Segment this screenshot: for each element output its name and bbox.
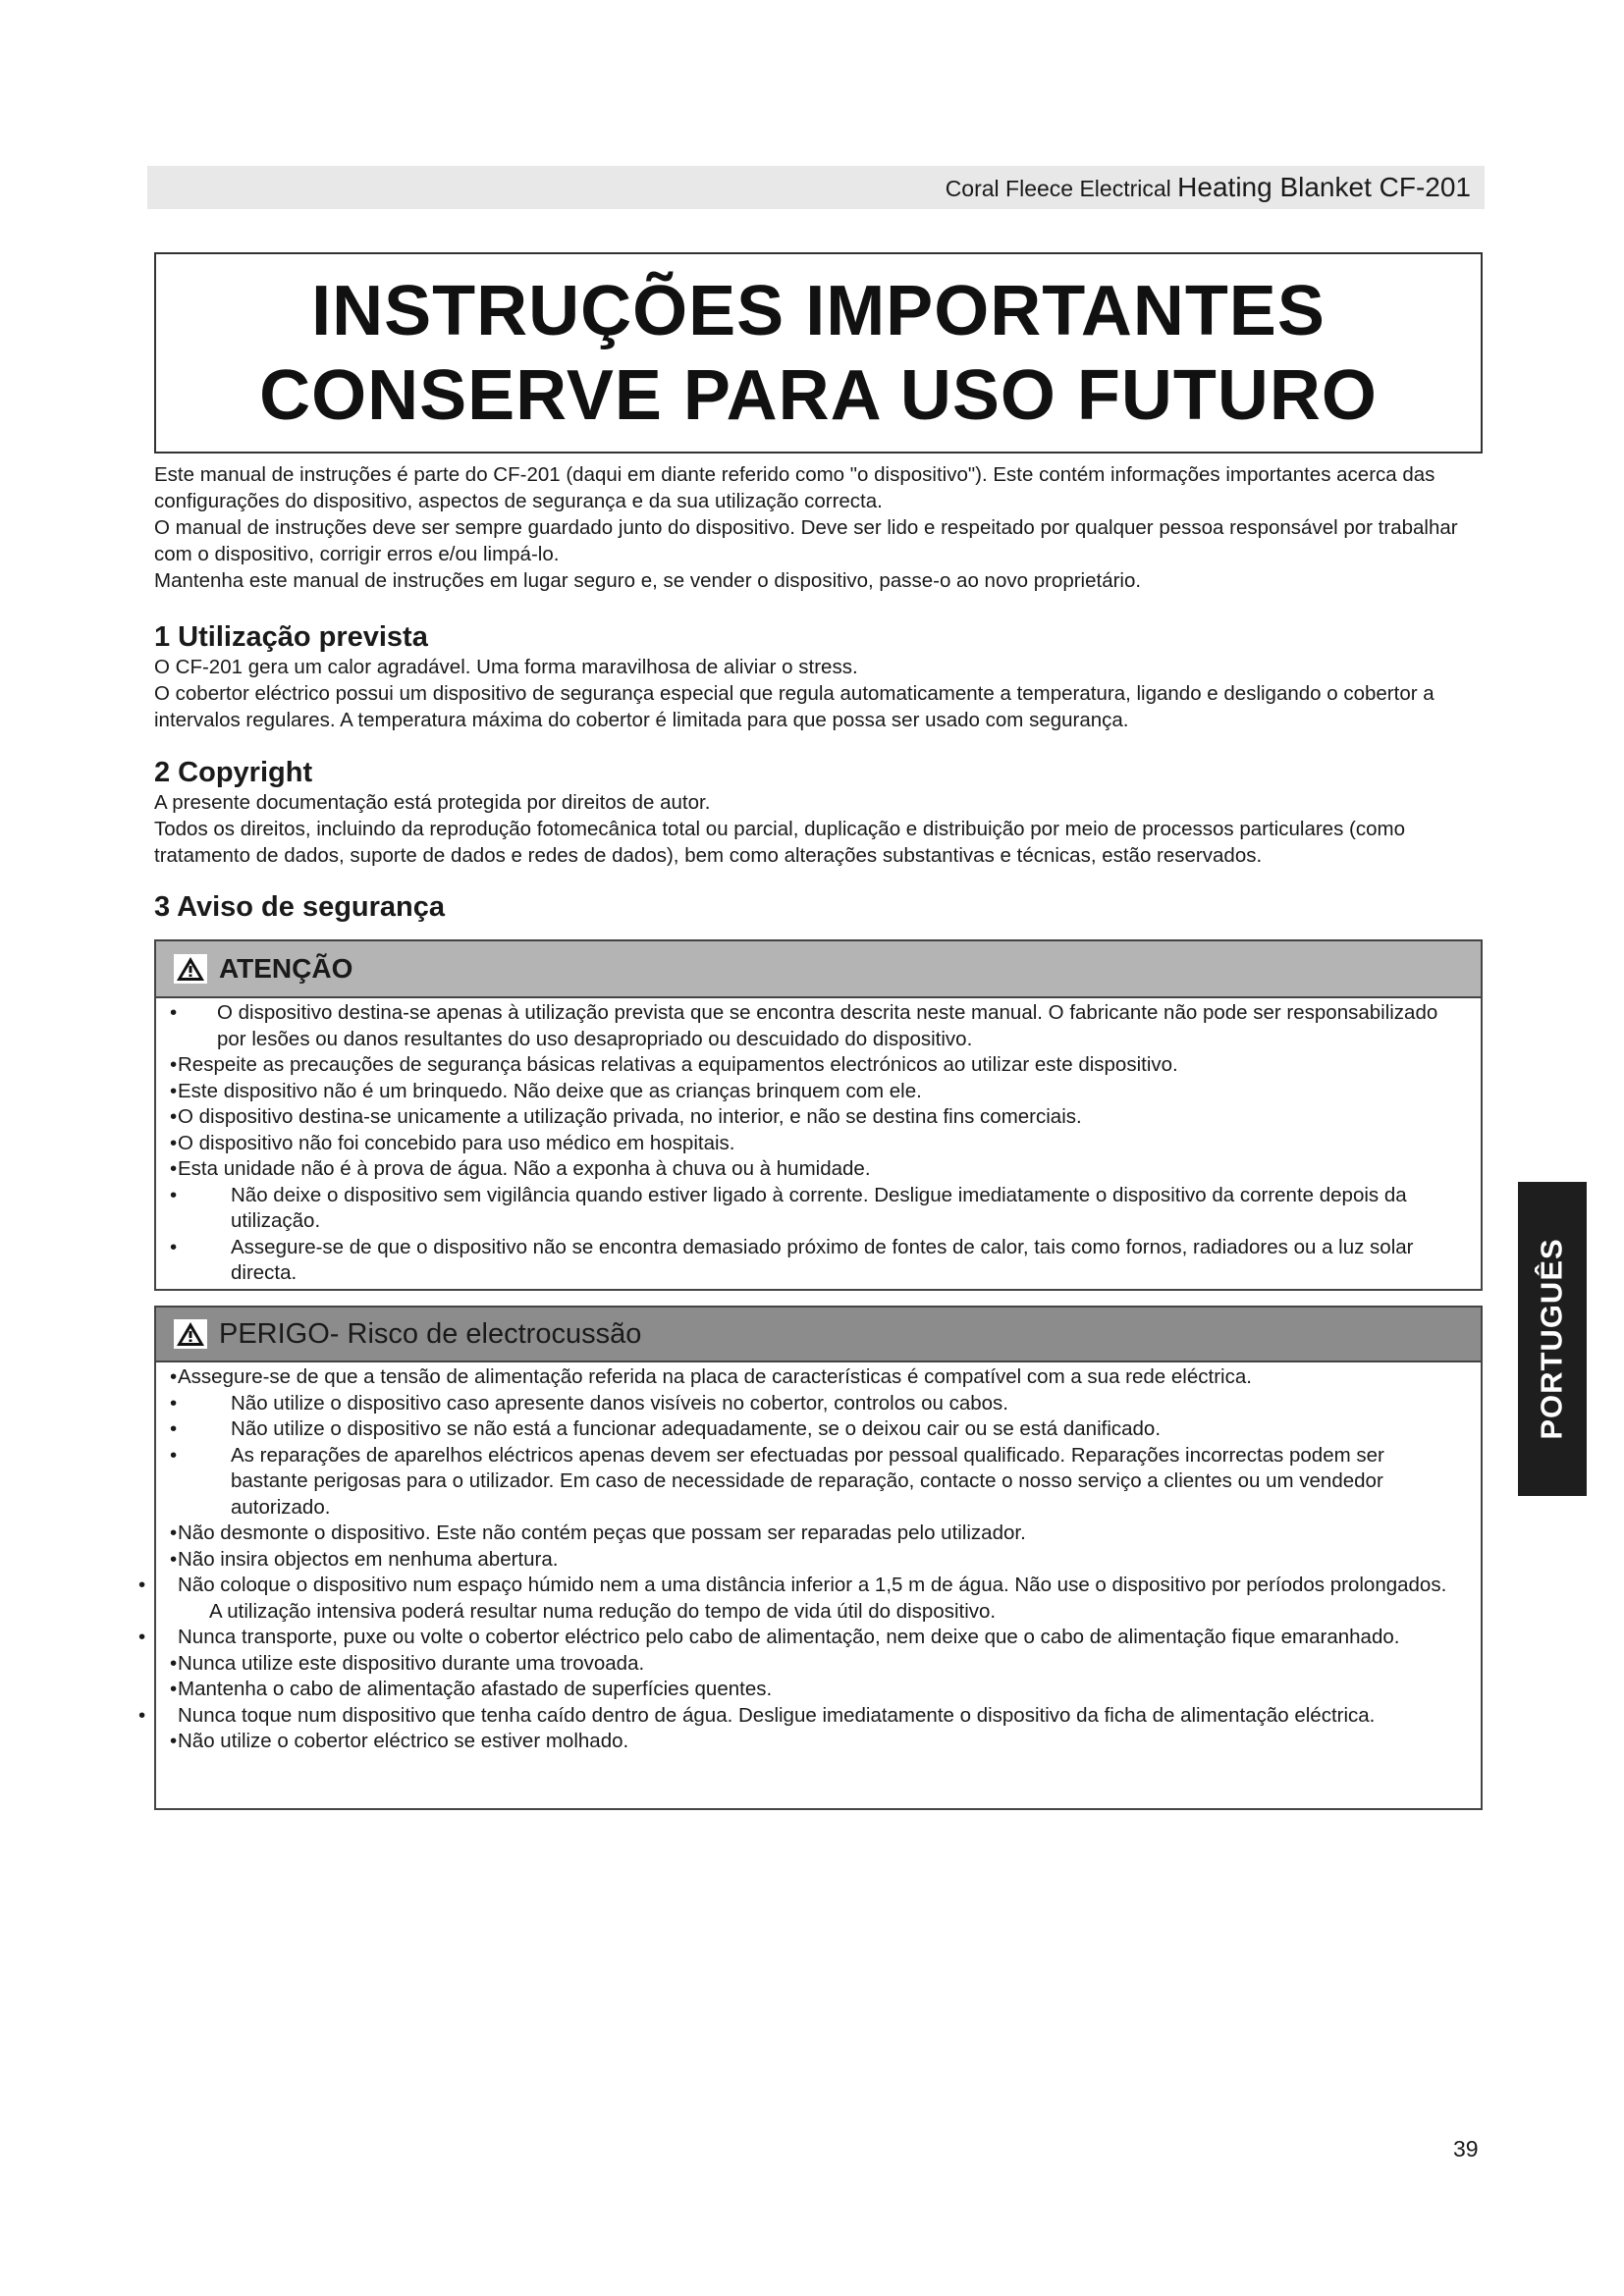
section-safety [154,890,1489,924]
list-item: • Este dispositivo não é um brinquedo. Não deixe que as crianças brinquem com ele. [156,1079,1481,1105]
list-item: • Não deixe o dispositivo sem vigilância quando estiver ligado à corrente. Desligue imediatamente o dispositivo da corrente depois da utilização. [156,1183,1481,1235]
list-item: • Não desmonte o dispositivo. Este não contém peças que possam ser reparadas pelo utilizador. [156,1521,1481,1547]
title-line-1: INSTRUÇÕES IMPORTANTES [311,271,1326,350]
attention-box [154,939,1483,1291]
section-paragraph: A presente documentação está protegida por direitos de autor. [154,791,711,814]
list-item: • Não utilize o cobertor eléctrico se estiver molhado. [156,1729,1481,1755]
list-item: • Nunca transporte, puxe ou volte o cobertor eléctrico pelo cabo de alimentação, nem deixe que o cabo de alimentação fique emaranhado. [156,1625,1481,1651]
list-item: • Não utilize o dispositivo se não está a funcionar adequadamente, se o deixou cair ou se está danificado. [156,1416,1481,1443]
list-item: • Não coloque o dispositivo num espaço húmido nem a uma distância inferior a 1,5 m de água. Não use o dispositivo por períodos prolongados. A utilização intensiva poderá resultar numa redução do tempo de vida útil do dispositivo. [156,1573,1481,1625]
list-item: • Nunca utilize este dispositivo durante uma trovoada. [156,1651,1481,1678]
section-heading: 1 Utilização prevista [154,621,428,653]
list-item: • O dispositivo destina-se unicamente a utilização privada, no interior, e não se destina fins comerciais. [156,1104,1481,1131]
danger-title: PERIGO- Risco de electrocussão [219,1317,642,1350]
attention-title: ATENÇÃO [219,953,353,984]
section-paragraph: Todos os direitos, incluindo da reprodução fotomecânica total ou parcial, duplicação e distribuição por meio de processos particulares (como tratamento de dados, suporte de dados e redes de dados), bem como alterações substantivas e técnicas, estão reservados. [154,818,1405,867]
danger-header [156,1308,1481,1362]
attention-header [156,941,1481,998]
list-item: • Respeite as precauções de segurança básicas relativas a equipamentos electrónicos ao utilizar este dispositivo. [156,1052,1481,1079]
warning-triangle-icon [174,1319,207,1349]
intro-paragraph: Este manual de instruções é parte do CF-201 (daqui em diante referido como "o dispositivo"). Este contém informações importantes acerca das configurações do dispositivo, aspectos de segurança e da sua utilização correcta. [154,463,1435,512]
warning-triangle-icon [174,954,207,984]
section-heading: 3 Aviso de segurança [154,891,446,923]
header-small-text: Coral Fleece Electrical [945,176,1171,201]
list-item: • O dispositivo destina-se apenas à utilização prevista que se encontra descrita neste manual. O fabricante não pode ser responsabilizado por lesões ou danos resultantes do uso desapropriado ou descuidado do dispositivo. [156,1000,1481,1052]
intro-paragraph: O manual de instruções deve ser sempre guardado junto do dispositivo. Deve ser lido e respeitado por qualquer pessoa responsável por trabalhar com o dispositivo, corrigir erros e/ou limpá-lo. [154,516,1458,565]
list-item: • Nunca toque num dispositivo que tenha caído dentro de água. Desligue imediatamente o dispositivo da ficha de alimentação eléctrica. [156,1703,1481,1730]
intro-paragraph: Mantenha este manual de instruções em lugar seguro e, se vender o dispositivo, passe-o ao novo proprietário. [154,569,1142,592]
danger-list [156,1362,1481,1755]
list-item: • Assegure-se de que a tensão de alimentação referida na placa de características é compatível com a sua rede eléctrica. [156,1364,1481,1391]
title-line-2: CONSERVE PARA USO FUTURO [259,355,1378,435]
section-paragraph: O cobertor eléctrico possui um dispositivo de segurança especial que regula automaticamente a temperatura, ligando e desligando o cobertor a intervalos regulares. A temperatura máxima do cobertor é limitada para que possa ser usado com segurança. [154,682,1435,731]
list-item: • O dispositivo não foi concebido para uso médico em hospitais. [156,1131,1481,1157]
section-heading: 2 Copyright [154,757,313,788]
danger-box [154,1306,1483,1810]
section-intended-use [154,620,1489,733]
language-tab-label: PORTUGUÊS [1535,1238,1570,1440]
list-item: • Assegure-se de que o dispositivo não se encontra demasiado próximo de fontes de calor, tais como fornos, radiadores ou a luz solar directa. [156,1235,1481,1287]
list-item: • Mantenha o cabo de alimentação afastado de superfícies quentes. [156,1677,1481,1703]
running-header [147,166,1485,209]
page-number: 39 [1453,2136,1479,2162]
language-tab [1518,1182,1587,1496]
intro-text [154,461,1489,594]
section-paragraph: O CF-201 gera um calor agradável. Uma forma maravilhosa de aliviar o stress. [154,656,858,678]
attention-list [156,998,1481,1287]
section-copyright [154,756,1489,869]
list-item: • Não insira objectos em nenhuma abertura. [156,1547,1481,1574]
list-item: • Não utilize o dispositivo caso apresente danos visíveis no cobertor, controlos ou cabos. [156,1391,1481,1417]
header-product-name: Heating Blanket CF-201 [1177,172,1471,202]
title-box [154,252,1483,454]
list-item: • Esta unidade não é à prova de água. Não a exponha à chuva ou à humidade. [156,1156,1481,1183]
list-item: • As reparações de aparelhos eléctricos apenas devem ser efectuadas por pessoal qualificado. Reparações incorrectas podem ser bastante perigosas para o utilizador. Em caso de necessidade de reparação, contacte o nosso serviço a clientes ou um vendedor autorizado. [156,1443,1481,1522]
